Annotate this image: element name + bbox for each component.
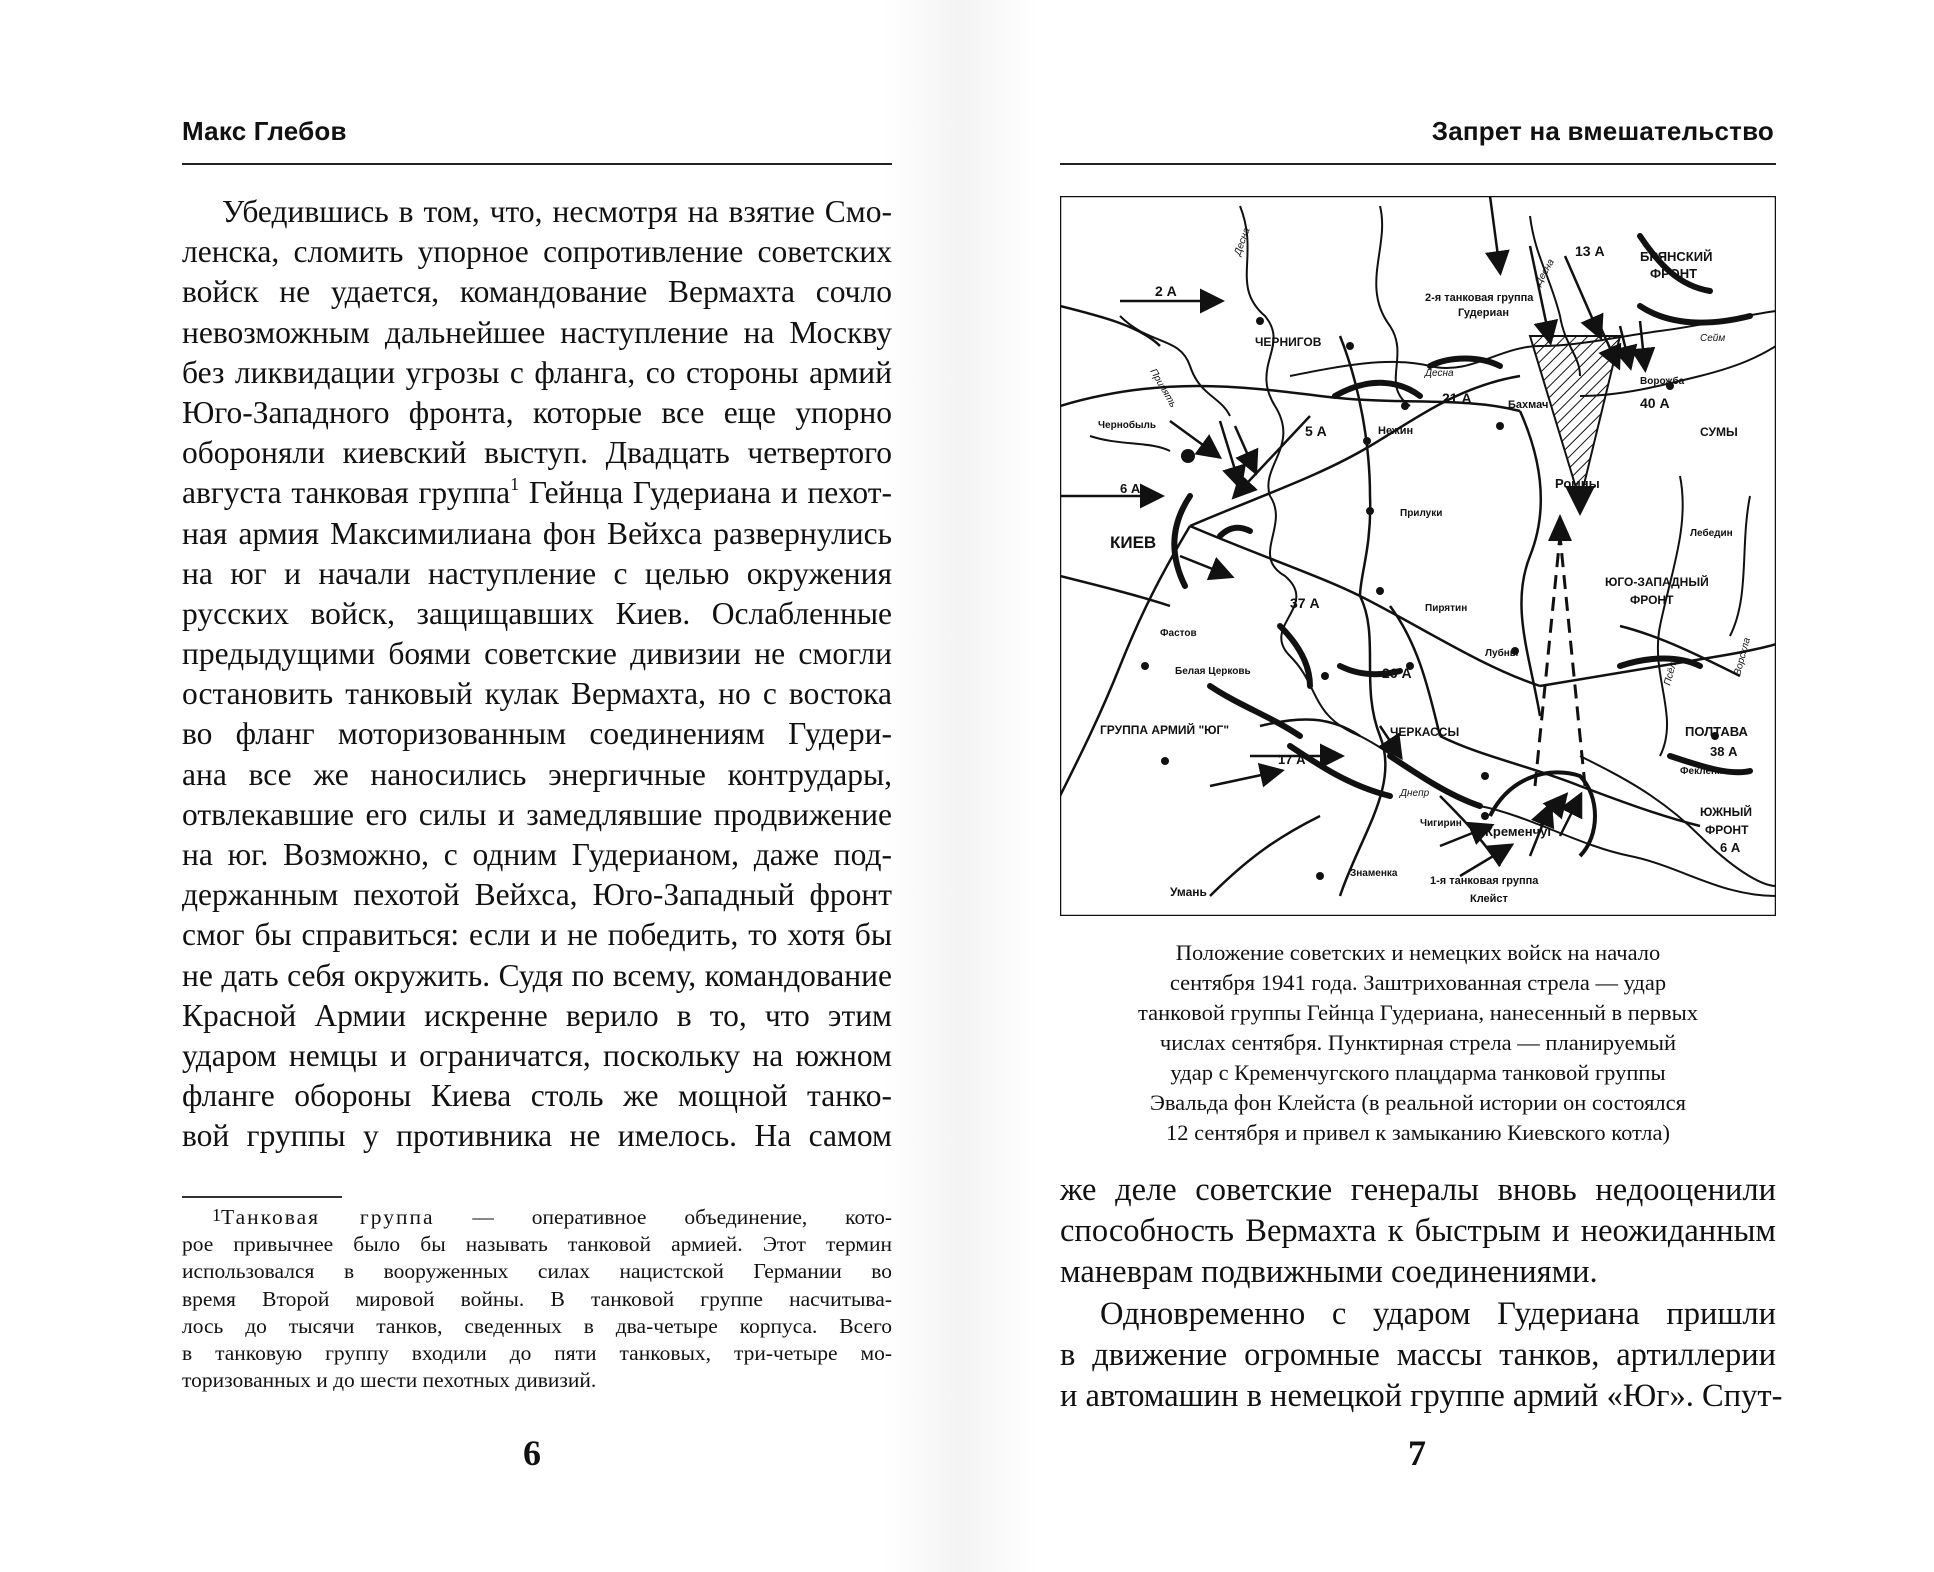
footnote: [182, 1204, 892, 1394]
text-line: ная армия Максимилиана фон Вейхса развернулись: [182, 515, 892, 551]
caption-line: танковой группы Гейнца Гудериана, нанесенный в первых: [1137, 1000, 1699, 1025]
map-label: СУМЫ: [1700, 425, 1738, 439]
map-label: Днепр: [1400, 788, 1430, 799]
map-label: Десна: [1533, 257, 1557, 288]
text-line: не дать себя окружить. Судя по всему, командование: [182, 957, 892, 993]
footnote-rule: [182, 1196, 342, 1198]
map-label: Лебедин: [1690, 528, 1733, 539]
text-line: Красной Армии искренне верило в то, что этим: [182, 997, 892, 1033]
map-label: 2-я танковая группа: [1425, 292, 1534, 304]
footnote-line: рое привычнее было бы называть танковой армией. Этот термин: [182, 1232, 892, 1257]
text-fragment: августа танковая группа: [182, 475, 511, 511]
text-line: на юг и начали наступление с целью окружения: [182, 555, 892, 591]
text-line: маневрам подвижными соединениями.: [1060, 1254, 1598, 1291]
text-line: ана все же наносились энергичные контрудары,: [182, 756, 892, 792]
text-fragment: — оперативное объединение, кото-: [434, 1205, 893, 1229]
map-label: 21 А: [1442, 390, 1472, 406]
map-label: ФРОНТ: [1630, 593, 1674, 607]
map-label: Сейм: [1700, 333, 1726, 344]
map-label: ЮГО-ЗАПАДНЫЙ: [1605, 575, 1709, 589]
map-label: ФРОНТ: [1705, 823, 1749, 837]
map-label: Десна: [1425, 368, 1454, 379]
map-label: Белая Церковь: [1175, 666, 1251, 677]
map-label: 2 А: [1155, 283, 1177, 299]
map-label: Прилуки: [1400, 508, 1443, 519]
footnote-mark: 1: [212, 1205, 221, 1225]
text-line: Одновременно с ударом Гудериана пришли: [1100, 1295, 1776, 1332]
text-line: способность Вермахта к быстрым и неожиданным: [1060, 1213, 1776, 1250]
footnote-line: время Второй мировой войны. В танковой группе насчитыва-: [182, 1286, 892, 1311]
text-line: во фланг моторизованным соединениям Гудери-: [182, 716, 892, 752]
map-label: Ромны: [1555, 476, 1600, 491]
map-label: Фастов: [1160, 628, 1197, 639]
footnote-line: лось до тысячи танков, сведенных в два-четыре корпуса. Всего: [182, 1313, 892, 1338]
map-label: Клейст: [1470, 893, 1508, 905]
header-rule: [1060, 163, 1776, 165]
map-label: 1-я танковая группа: [1430, 875, 1539, 887]
map-label: Припять: [1147, 367, 1179, 410]
caption-line: 12 сентября и привел к замыканию Киевского котла): [1166, 1120, 1670, 1145]
text-line: смог бы справиться: если и не победить, то хотя бы: [182, 917, 892, 953]
text-line: обороняли киевский выступ. Двадцать четвертого: [182, 435, 892, 471]
caption-line: Эвальда фон Клейста (в реальной истории он состоялся: [1149, 1090, 1686, 1115]
map-label: Бахмач: [1508, 399, 1549, 411]
map-label: КИЕВ: [1110, 533, 1157, 552]
map-label: 5 А: [1305, 423, 1327, 439]
text-line: русских войск, защищавших Киев. Ослабленные: [182, 595, 892, 631]
main-text: [182, 192, 892, 1157]
footnote-line: использовался в вооруженных силах нацистской Германии во: [182, 1259, 892, 1284]
caption-line: Положение советских и немецких войск на начало: [1175, 940, 1661, 965]
map-label: 26 А: [1382, 665, 1412, 681]
map-label: ЧЕРКАССЫ: [1390, 725, 1460, 739]
map-label: 6 А: [1720, 840, 1741, 855]
text-line: на юг. Возможно, с одним Гудерианом, даже под-: [182, 837, 892, 872]
main-text: [1060, 1170, 1783, 1417]
text-line: предыдущими боями советские дивизии не смогли: [182, 636, 892, 672]
footnote-reference: 1: [510, 474, 520, 495]
right-page: [960, 0, 1934, 1572]
map-label: Пирятин: [1425, 603, 1468, 614]
military-map: [1060, 196, 1776, 916]
map-label: ПОЛТАВА: [1685, 724, 1748, 739]
left-page: [0, 0, 960, 1572]
map-label: Нежин: [1378, 425, 1414, 437]
map-label: Знаменка: [1350, 868, 1398, 879]
text-fragment: Гейнца Гудериана и пехот-: [519, 475, 893, 511]
text-line-with-footnote-ref: [182, 473, 892, 513]
footnote-term: Танковая группа: [221, 1205, 435, 1229]
text-line: невозможным дальнейшее наступление на Москву: [182, 314, 892, 350]
text-line: отвлекавшие его силы и замедлявшие продвижение: [182, 796, 892, 832]
page-number: 7: [1408, 1433, 1426, 1473]
map-label: БРЯНСКИЙ: [1640, 249, 1713, 264]
map-label: Десна: [1232, 226, 1253, 258]
map-label: ФРОНТ: [1650, 266, 1698, 281]
running-head-title: Запрет на вмешательство: [1431, 116, 1774, 146]
map-label: Чернобыль: [1098, 420, 1157, 431]
map-label: ЮЖНЫЙ: [1700, 805, 1752, 819]
footnote-line: [182, 1204, 892, 1231]
map-caption: [1060, 938, 1776, 1148]
text-line: ударом немцы и ограничатся, поскольку на южном: [182, 1037, 892, 1073]
text-line: войск не удается, командование Вермахта сочло: [182, 274, 892, 310]
map-svg: [1060, 196, 1776, 916]
footnote-line: в танковую группу входили до пяти танковых, три-четыре мо-: [182, 1340, 892, 1365]
map-label: 6 А: [1120, 481, 1141, 496]
map-label: 13 А: [1575, 243, 1605, 259]
text-line: в движение огромные массы танков, артиллерии: [1060, 1336, 1776, 1373]
map-label: 17 А: [1278, 752, 1306, 767]
caption-line: удар с Кременчугского плацдарма танковой группы: [1170, 1060, 1666, 1085]
text-line: без ликвидации угрозы с фланга, со стороны армий: [182, 354, 892, 390]
map-label: ЧЕРНИГОВ: [1255, 335, 1322, 349]
text-line: фланге обороны Киева столь же мощной танко-: [182, 1078, 892, 1114]
map-label: Ворожба: [1640, 376, 1685, 387]
text-line: же деле советские генералы вновь недооценили: [1060, 1172, 1776, 1208]
map-label: Ворскла: [1732, 636, 1753, 677]
text-line: Убедившись в том, что, несмотря на взятие Смо-: [222, 194, 892, 229]
map-label: 38 А: [1710, 744, 1738, 759]
page-number: 6: [523, 1433, 541, 1473]
map-label: 37 А: [1290, 595, 1320, 611]
map-label: Кременчуг: [1485, 824, 1553, 839]
text-line: держанным пехотой Вейхса, Юго-Западный фронт: [182, 877, 892, 913]
map-label: 40 А: [1640, 395, 1670, 411]
map-label: Умань: [1170, 885, 1207, 899]
map-label: Фекленко: [1680, 766, 1729, 777]
map-label: Чигирин: [1420, 818, 1462, 829]
map-label: ГРУППА АРМИЙ "ЮГ": [1100, 723, 1230, 737]
caption-line: сентября 1941 года. Заштрихованная стрела — удар: [1169, 970, 1667, 995]
footnote-line: торизованных и до шести пехотных дивизий.: [182, 1368, 597, 1393]
text-line: и автомашин в немецкой группе армий «Юг». Спут-: [1060, 1377, 1783, 1414]
text-line: вой группы у противника не имелось. На самом: [182, 1118, 892, 1154]
map-label: Псёл: [1662, 661, 1679, 687]
map-label: Лубны: [1485, 648, 1519, 659]
text-line: ленска, сломить упорное сопротивление советских: [182, 234, 892, 270]
text-line: остановить танковый кулак Вермахта, но с востока: [182, 676, 892, 712]
header-rule: [182, 163, 892, 165]
running-head-author: Макс Глебов: [182, 116, 347, 146]
caption-line: числах сентября. Пунктирная стрела — планируемый: [1159, 1030, 1677, 1055]
map-label: Гудериан: [1458, 307, 1510, 319]
text-line: Юго-Западного фронта, которые все еще упорно: [182, 394, 892, 430]
